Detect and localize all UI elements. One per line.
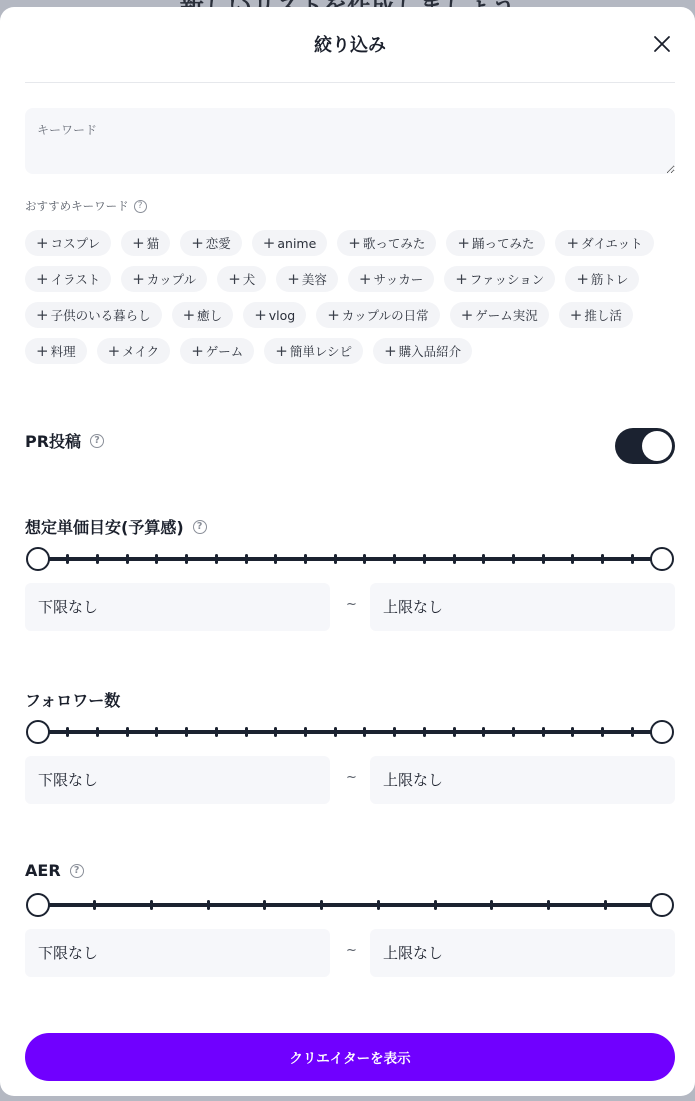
plus-icon: + <box>182 306 196 324</box>
slider-tick <box>601 727 604 737</box>
keyword-chip[interactable] <box>172 302 234 328</box>
keyword-chip-label: 踊ってみた <box>471 236 535 251</box>
slider-tick <box>66 554 69 564</box>
slider-tick <box>547 900 550 910</box>
keyword-chip[interactable] <box>25 302 162 328</box>
slider-tick <box>334 554 337 564</box>
slider-tick <box>155 554 158 564</box>
pr-post-toggle[interactable] <box>615 428 675 464</box>
keyword-chip[interactable] <box>25 230 111 256</box>
plus-icon: + <box>358 270 372 288</box>
slider-tick <box>482 727 485 737</box>
keyword-chip[interactable] <box>264 338 363 364</box>
keyword-chip[interactable] <box>446 230 545 256</box>
question-circle-icon[interactable]: ? <box>70 864 84 878</box>
keyword-chip[interactable] <box>252 230 328 256</box>
slider-tick <box>263 900 266 910</box>
keyword-chip-label: anime <box>277 235 317 251</box>
plus-icon: + <box>262 234 276 252</box>
slider-tick <box>207 900 210 910</box>
keyword-chip-label: 癒し <box>197 308 223 323</box>
keyword-chip[interactable] <box>217 266 266 292</box>
slider-tick <box>542 554 545 564</box>
slider-tick <box>150 900 153 910</box>
slider-tick <box>334 727 337 737</box>
slider-tick <box>126 727 129 737</box>
keyword-chip[interactable] <box>276 266 338 292</box>
slider-tick <box>245 727 248 737</box>
slider-tick <box>304 727 307 737</box>
plus-icon: + <box>132 270 145 288</box>
keyword-chip[interactable] <box>444 266 555 292</box>
close-icon <box>651 33 673 55</box>
slider-tick <box>155 727 158 737</box>
keyword-chip[interactable] <box>180 230 242 256</box>
plus-icon: + <box>348 234 361 252</box>
aer-label: AER <box>25 861 61 880</box>
keyword-chip-label: 恋愛 <box>205 236 231 251</box>
range-separator: ~ <box>346 597 357 612</box>
slider-tick <box>571 727 574 737</box>
keyword-chip[interactable] <box>180 338 254 364</box>
range-separator: ~ <box>346 943 357 958</box>
slider-tick <box>434 900 437 910</box>
slider-tick <box>601 554 604 564</box>
keyword-chip[interactable] <box>373 338 472 364</box>
followers-section-title <box>25 688 120 711</box>
keyword-chip-label: カップルの日常 <box>341 308 429 323</box>
followers-label: フォロワー数 <box>25 691 121 710</box>
unit-price-section-title <box>25 515 207 538</box>
slider-tick <box>423 727 426 737</box>
recommended-keywords-label <box>25 198 147 214</box>
slider-tick <box>453 554 456 564</box>
slider-tick <box>363 554 366 564</box>
keyword-chip-label: 購入品紹介 <box>398 344 462 359</box>
keyword-chip[interactable] <box>25 266 111 292</box>
keyword-chip-label: ファッション <box>469 272 545 287</box>
keyword-chip[interactable] <box>121 230 170 256</box>
plus-icon: + <box>36 234 49 252</box>
keyword-chip-label: 美容 <box>301 272 327 287</box>
slider-tick <box>185 727 188 737</box>
plus-icon: + <box>384 342 397 360</box>
slider-tick <box>542 727 545 737</box>
slider-tick <box>363 727 366 737</box>
slider-tick <box>482 554 485 564</box>
slider-tick <box>453 727 456 737</box>
keyword-chip[interactable] <box>559 302 633 328</box>
aer-section-title <box>25 861 84 880</box>
plus-icon: + <box>569 306 583 324</box>
unit-price-slider[interactable] <box>25 546 675 572</box>
plus-icon: + <box>228 270 241 288</box>
range-separator: ~ <box>346 770 357 785</box>
slider-tick <box>393 727 396 737</box>
keyword-chip-label: 歌ってみた <box>362 236 426 251</box>
plus-icon: + <box>576 270 589 288</box>
plus-icon: + <box>457 234 470 252</box>
plus-icon: + <box>287 270 300 288</box>
slider-min-handle[interactable] <box>26 893 50 917</box>
plus-icon: + <box>36 270 49 288</box>
slider-tick <box>96 727 99 737</box>
plus-icon: + <box>191 234 204 252</box>
keyword-chip[interactable] <box>243 302 306 328</box>
keyword-chip[interactable] <box>565 266 639 292</box>
followers-range <box>25 756 675 804</box>
slider-tick <box>245 554 248 564</box>
plus-icon: + <box>36 342 49 360</box>
plus-icon: + <box>460 306 474 324</box>
question-circle-icon[interactable]: ? <box>90 434 104 448</box>
slider-min-handle[interactable] <box>26 720 50 744</box>
aer-range <box>25 929 675 977</box>
toggle-knob <box>642 431 672 461</box>
slider-tick <box>185 554 188 564</box>
slider-tick <box>393 554 396 564</box>
slider-track[interactable] <box>38 903 662 907</box>
slider-max-handle[interactable] <box>650 893 674 917</box>
plus-icon: + <box>254 306 267 324</box>
keyword-chip[interactable] <box>555 230 653 256</box>
slider-tick <box>490 900 493 910</box>
slider-tick <box>631 554 634 564</box>
aer-min-input[interactable] <box>25 929 330 977</box>
pr-post-label: PR投稿 <box>25 432 82 451</box>
keyword-chip-label: コスプレ <box>50 236 101 251</box>
slider-track[interactable] <box>38 557 662 561</box>
keyword-chip-label: イラスト <box>50 272 101 287</box>
recommended-keyword-chips <box>25 230 675 364</box>
slider-tick <box>274 727 277 737</box>
unit-price-label: 想定単価目安(予算感) <box>25 518 184 537</box>
modal-header <box>25 7 675 83</box>
plus-icon: + <box>191 342 204 360</box>
slider-tick <box>93 900 96 910</box>
keyword-chip[interactable] <box>450 302 549 328</box>
followers-min-input[interactable] <box>25 756 330 804</box>
keyword-chip-label: ダイエット <box>581 236 643 251</box>
slider-tick <box>423 554 426 564</box>
question-circle-icon[interactable]: ? <box>134 200 147 213</box>
keyword-chip-label: 子供のいる暮らし <box>50 308 151 323</box>
keyword-chip[interactable] <box>348 266 434 292</box>
keyword-chip-label: サッカー <box>373 272 424 287</box>
unit-price-min-input[interactable] <box>25 583 330 631</box>
question-circle-icon[interactable]: ? <box>193 520 207 534</box>
show-creators-button[interactable]: クリエイターを表示 <box>25 1033 675 1081</box>
slider-tick <box>126 554 129 564</box>
keyword-chip[interactable] <box>121 266 207 292</box>
plus-icon: + <box>455 270 468 288</box>
plus-icon: + <box>36 306 49 324</box>
keyword-chip-label: 筋トレ <box>590 272 629 287</box>
slider-tick <box>304 554 307 564</box>
close-button[interactable] <box>651 33 673 55</box>
keyword-chip[interactable] <box>337 230 436 256</box>
slider-tick <box>215 727 218 737</box>
keyword-chip[interactable] <box>316 302 439 328</box>
slider-tick <box>512 554 515 564</box>
slider-tick <box>66 727 69 737</box>
keyword-chip-label: vlog <box>268 307 296 323</box>
unit-price-max-input[interactable] <box>370 583 675 631</box>
keyword-chip-label: メイク <box>122 344 160 359</box>
keyword-chip-label: 料理 <box>50 344 76 359</box>
keyword-chip-label: カップル <box>146 272 197 287</box>
slider-track[interactable] <box>38 730 662 734</box>
keyword-chip-label: 推し活 <box>584 308 622 323</box>
slider-max-handle[interactable] <box>650 720 674 744</box>
followers-slider[interactable] <box>25 719 675 745</box>
recommended-keywords-text: おすすめキーワード <box>25 199 129 213</box>
plus-icon: + <box>132 234 145 252</box>
slider-tick <box>215 554 218 564</box>
slider-min-handle[interactable] <box>26 547 50 571</box>
plus-icon: + <box>327 306 340 324</box>
plus-icon: + <box>107 342 121 360</box>
keyword-input[interactable] <box>25 108 675 174</box>
slider-tick <box>604 900 607 910</box>
keyword-chip-label: 簡単レシピ <box>289 344 353 359</box>
plus-icon: + <box>566 234 580 252</box>
plus-icon: + <box>275 342 288 360</box>
slider-max-handle[interactable] <box>650 547 674 571</box>
slider-tick <box>320 900 323 910</box>
keyword-chip[interactable] <box>97 338 171 364</box>
followers-max-input[interactable] <box>370 756 675 804</box>
pr-post-section-title <box>25 429 104 452</box>
keyword-chip[interactable] <box>25 338 87 364</box>
aer-slider[interactable] <box>25 892 675 918</box>
slider-tick <box>631 727 634 737</box>
slider-tick <box>377 900 380 910</box>
slider-tick <box>512 727 515 737</box>
modal-title: 絞り込み <box>314 35 386 56</box>
aer-max-input[interactable] <box>370 929 675 977</box>
keyword-chip-label: ゲーム実況 <box>475 308 538 323</box>
keyword-chip-label: 犬 <box>242 272 256 287</box>
keyword-chip-label: 猫 <box>146 236 160 251</box>
filter-modal <box>0 7 695 1096</box>
slider-tick <box>571 554 574 564</box>
keyword-chip-label: ゲーム <box>205 344 244 359</box>
slider-tick <box>96 554 99 564</box>
slider-tick <box>274 554 277 564</box>
unit-price-range <box>25 583 675 631</box>
